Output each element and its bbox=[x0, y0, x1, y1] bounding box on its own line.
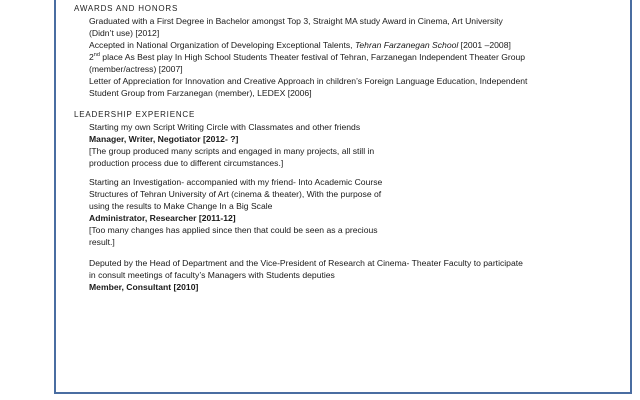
award-3-line-1 bbox=[89, 51, 624, 63]
resume-content bbox=[74, 2, 624, 293]
award-3-ordinal: nd bbox=[93, 52, 100, 59]
leadership-3-line-2: in consult meetings of faculty’s Managers with Students deputies bbox=[89, 270, 335, 280]
leadership-1-role: Manager, Writer, Negotiator [2012- ?] bbox=[89, 134, 239, 144]
award-4-line-2: Student Group from Farzanegan (member), LEDEX [2006] bbox=[89, 88, 312, 98]
award-1-line-2: (Didn’t use) [2012] bbox=[89, 28, 160, 38]
leadership-1-line-1: Starting my own Script Writing Circle with Classmates and other friends bbox=[89, 122, 361, 132]
leadership-2-line-3: using the results to Make Change In a Big Scale bbox=[89, 201, 273, 211]
leadership-2-line-1: Starting an Investigation- accompanied with my friend- Into Academic Course bbox=[89, 177, 383, 187]
award-2-school: Tehran Farzanegan School bbox=[354, 40, 459, 50]
leadership-1-line-4: production process due to different circumstances.] bbox=[89, 158, 284, 168]
leadership-heading: LEADERSHIP EXPERIENCE bbox=[74, 110, 196, 119]
award-1-line-1: Graduated with a First Degree in Bachelor amongst Top 3, Straight MA study Award in Cinema, Art University bbox=[89, 16, 503, 26]
leadership-1-line-3: [The group produced many scripts and engaged in many projects, all still in bbox=[89, 146, 375, 156]
award-2-line-1 bbox=[89, 39, 624, 51]
leadership-3-role: Member, Consultant [2010] bbox=[89, 282, 199, 292]
award-4-line-1: Letter of Appreciation for Innovation and Creative Approach in children’s Foreign Language Education, Independent bbox=[89, 76, 528, 86]
leadership-list bbox=[89, 121, 624, 293]
award-2-years: [2001 –2008] bbox=[458, 40, 511, 50]
award-3-line-2: (member/actress) [2007] bbox=[89, 64, 183, 74]
leadership-2-line-5: [Too many changes has applied since then that could be seen as a precious bbox=[89, 225, 378, 235]
awards-heading: AWARDS AND HONORS bbox=[74, 4, 179, 13]
leadership-2-role: Administrator, Researcher [2011-12] bbox=[89, 213, 236, 223]
awards-list bbox=[89, 15, 624, 99]
leadership-3-line-1: Deputed by the Head of Department and the Vice-President of Research at Cinema- Theater Faculty to participate bbox=[89, 258, 523, 268]
leadership-2-line-6: result.] bbox=[89, 237, 115, 247]
award-3-text: place As Best play In High School Students Theater festival of Tehran, Farzanegan Independent Theater Group bbox=[99, 52, 526, 62]
leadership-2-line-2: Structures of Tehran University of Art (cinema & theater), With the purpose of bbox=[89, 189, 382, 199]
award-3-rank: 2 bbox=[89, 52, 94, 62]
award-2-text: Accepted in National Organization of Developing Exceptional Talents, bbox=[89, 40, 355, 50]
